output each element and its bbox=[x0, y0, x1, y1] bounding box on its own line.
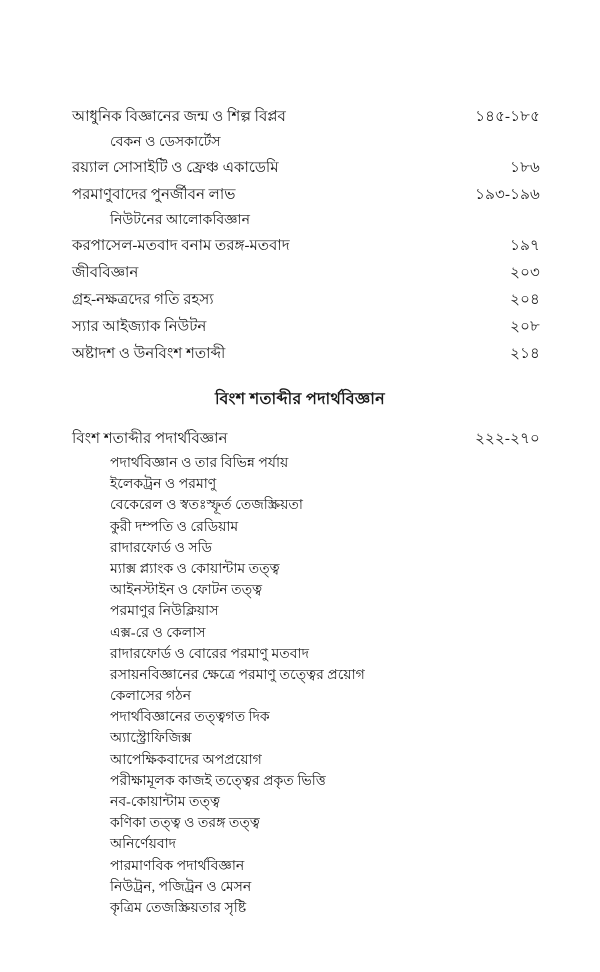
toc-entry bbox=[0, 182, 600, 209]
topic-item: নব-কোয়ান্টাম তত্ত্ব bbox=[110, 795, 220, 810]
toc-entry-page: ২০৪ bbox=[510, 292, 540, 308]
topic-item: কণিকা তত্ত্ব ও তরঙ্গ তত্ত্ব bbox=[110, 816, 260, 832]
toc-subentry-title: বেকন ও ডেসকার্টেস bbox=[110, 135, 221, 150]
toc-entry-page: ১৪৫-১৮৫ bbox=[475, 109, 540, 125]
toc-entry bbox=[0, 155, 600, 182]
toc-entry-page: ২০৩ bbox=[510, 265, 540, 281]
topic-item: পরীক্ষামূলক কাজই তত্ত্বের প্রকৃত ভিত্তি bbox=[110, 773, 326, 789]
topic-item: কুরী দম্পতি ও রেডিয়াম bbox=[110, 519, 239, 535]
toc-entry bbox=[0, 314, 600, 341]
toc-entry bbox=[0, 287, 600, 314]
toc-entry bbox=[0, 426, 600, 453]
toc-entry-title: পরমাণুবাদের পুনর্জীবন লাভ bbox=[72, 187, 236, 203]
toc-entry bbox=[0, 233, 600, 260]
topic-item: এক্স-রে ও কেলাস bbox=[110, 625, 206, 641]
toc-entry-title: স্যার আইজ্যাক নিউটন bbox=[72, 319, 207, 335]
toc-entry-title: করপাসেল-মতবাদ বনাম তরঙ্গ-মতবাদ bbox=[72, 238, 290, 254]
topic-item: পারমাণবিক পদার্থবিজ্ঞান bbox=[110, 858, 245, 874]
toc-entry-page: ১৯৩-১৯৬ bbox=[475, 187, 540, 203]
toc-entry-title: অষ্টাদশ ও উনবিংশ শতাব্দী bbox=[72, 346, 226, 362]
topic-item: ইলেকট্রন ও পরমাণু bbox=[110, 477, 217, 493]
toc-entry-title: আধুনিক বিজ্ঞানের জন্ম ও শিল্প বিপ্লব bbox=[72, 109, 286, 125]
toc-entry bbox=[0, 104, 600, 131]
topic-item: বেকেরেল ও স্বতঃস্ফূর্ত তেজস্ক্রিয়তা bbox=[110, 498, 303, 514]
toc-entry bbox=[0, 260, 600, 287]
toc-subentry bbox=[0, 131, 600, 155]
toc-entry-page: ১৯৭ bbox=[510, 238, 540, 254]
table-of-contents bbox=[0, 104, 600, 919]
topic-item: রসায়নবিজ্ঞানের ক্ষেত্রে পরমাণু তত্ত্বের প্রয়োগ bbox=[110, 667, 365, 683]
toc-entry-title: জীববিজ্ঞান bbox=[72, 265, 139, 281]
topic-item: ম্যাক্স প্ল্যাংক ও কোয়ান্টাম তত্ত্ব bbox=[110, 561, 280, 577]
topic-item: পরমাণুর নিউক্লিয়াস bbox=[110, 604, 219, 620]
topic-item: রাদারফোর্ড ও বোরের পরমাণু মতবাদ bbox=[110, 646, 309, 662]
toc-entry-page: ২০৮ bbox=[510, 319, 540, 335]
section-heading: বিংশ শতাব্দীর পদার্থবিজ্ঞান bbox=[214, 391, 386, 408]
topic-list bbox=[0, 453, 600, 919]
toc-entry-page: ১৮৬ bbox=[510, 160, 540, 176]
topic-item: অ্যাস্ট্রোফিজিক্স bbox=[110, 731, 192, 747]
topic-item: কৃত্রিম তেজস্ক্রিয়তার সৃষ্টি bbox=[110, 900, 247, 916]
topic-item: অনির্ণেয়বাদ bbox=[110, 837, 177, 853]
topic-item: নিউট্রন, পজিট্রন ও মেসন bbox=[110, 879, 252, 895]
topic-item: পদার্থবিজ্ঞানের তত্ত্বগত দিক bbox=[110, 710, 270, 726]
topic-item: কেলাসের গঠন bbox=[110, 689, 192, 705]
topic-item: রাদারফোর্ড ও সডি bbox=[110, 540, 212, 556]
toc-entry-title: বিংশ শতাব্দীর পদার্থবিজ্ঞান bbox=[72, 431, 228, 447]
toc-subentry bbox=[0, 209, 600, 233]
toc-subentry-title: নিউটনের আলোকবিজ্ঞান bbox=[110, 213, 250, 228]
toc-entry-title: রয়্যাল সোসাইটি ও ফ্রেঞ্চ একাডেমি bbox=[72, 160, 279, 176]
topic-item: আপেক্ষিকবাদের অপপ্রয়োগ bbox=[110, 752, 262, 768]
topic-item: পদার্থবিজ্ঞান ও তার বিভিন্ন পর্যায় bbox=[110, 456, 289, 471]
toc-entry bbox=[0, 341, 600, 368]
toc-entry-page: ২২২-২৭০ bbox=[475, 431, 540, 447]
toc-entry-title: গ্রহ-নক্ষত্রদের গতি রহস্য bbox=[72, 292, 214, 308]
topic-item: আইনস্টাইন ও ফোটন তত্ত্ব bbox=[110, 583, 263, 599]
toc-entry-page: ২১৪ bbox=[510, 346, 540, 362]
